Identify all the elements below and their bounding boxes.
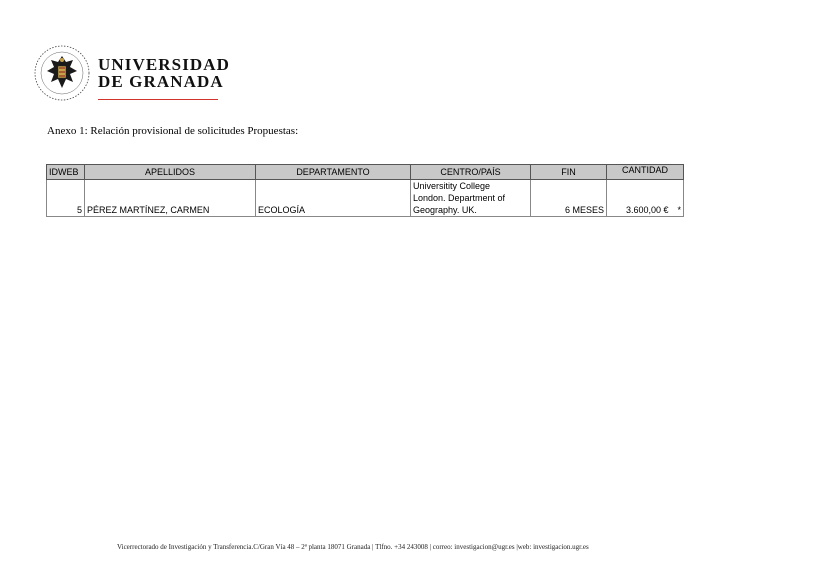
column-header-apellidos: APELLIDOS [85, 165, 256, 180]
logo-line-2: DE GRANADA [98, 72, 224, 91]
cell-fin: 6 MESES [531, 180, 607, 217]
column-header-cantidad: CANTIDAD [607, 165, 684, 180]
logo-line-1: UNIVERSIDAD [98, 55, 231, 74]
table-header-row [47, 165, 684, 180]
page-footer: Vicerrectorado de Investigación y Transferencia.C/Gran Vía 48 – 2ª planta 18071 Granada | Tlfno. +34 243008 | correo: investigacion@ugr.es |web: investigacion.ugr.es [117, 543, 589, 551]
cantidad-mark: * [677, 205, 681, 215]
column-header-idweb: IDWEB [47, 165, 85, 180]
university-logo [33, 44, 231, 106]
table-row [47, 180, 684, 217]
cell-cantidad [607, 180, 684, 217]
cantidad-value: 3.600,00 € [625, 205, 669, 215]
applications-table [46, 164, 684, 217]
cell-idweb: 5 [47, 180, 85, 217]
column-header-fin: FIN [531, 165, 607, 180]
university-seal-icon [33, 44, 91, 102]
logo-underline [98, 99, 218, 100]
centro-line-2: London. Department of [413, 193, 506, 203]
document-heading: Anexo 1: Relación provisional de solicitudes Propuestas: [47, 125, 299, 137]
university-wordmark [98, 56, 230, 90]
centro-line-1: Universitity College [413, 181, 491, 191]
cell-centro [411, 180, 531, 217]
centro-line-3: Geography. UK. [413, 205, 477, 215]
column-header-centro: CENTRO/PAÍS [411, 165, 531, 180]
cell-departamento: ECOLOGÍA [256, 180, 411, 217]
column-header-departamento: DEPARTAMENTO [256, 165, 411, 180]
cell-apellidos: PÉREZ MARTÍNEZ, CARMEN [85, 180, 256, 217]
